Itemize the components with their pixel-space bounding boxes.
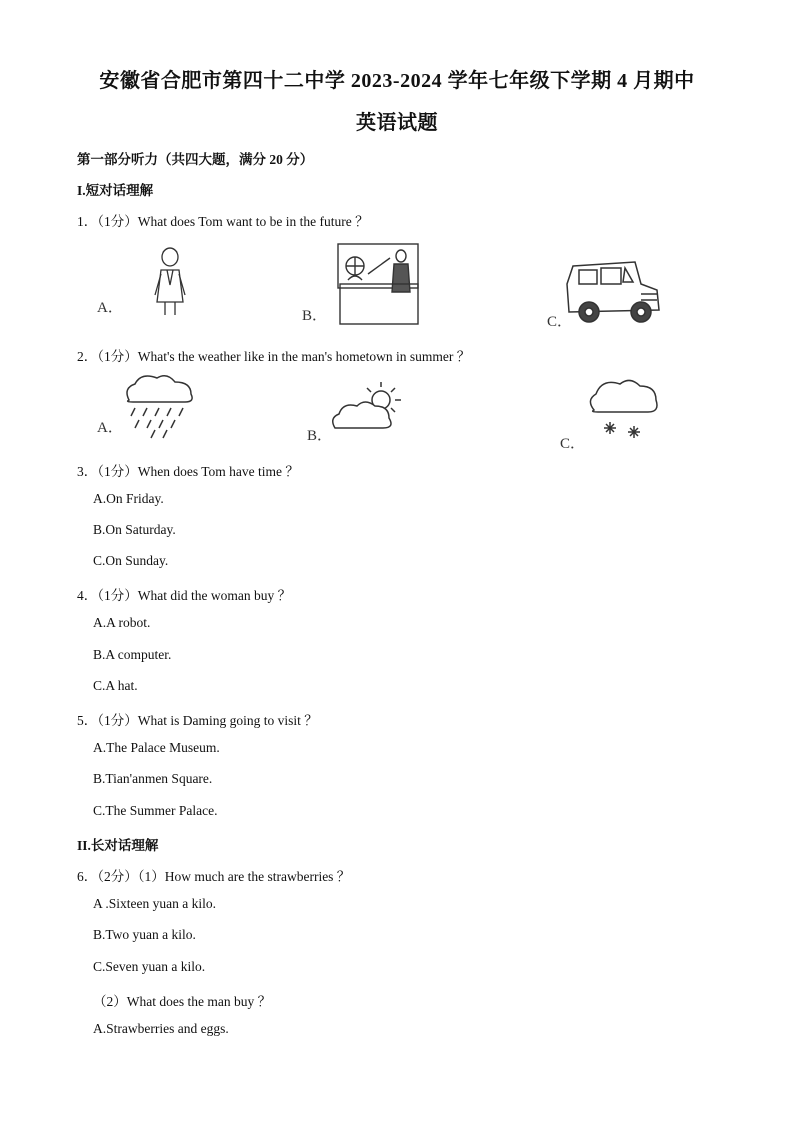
q6-1-option-a: A .Sixteen yuan a kilo. <box>93 896 216 911</box>
question-text: When does Tom have time ？ <box>137 464 299 479</box>
question-text: What is Daming going to visit ？ <box>137 713 318 728</box>
q1-option-c-picture <box>545 250 665 330</box>
exam-title-line2: 英语试题 <box>356 112 438 134</box>
q1-option-a-picture <box>95 240 205 320</box>
q4-option-c: C.A hat. <box>93 678 138 693</box>
question-score: （2分） <box>97 869 138 884</box>
question-text: What's the weather like in the man's hometown in summer ？ <box>137 349 471 364</box>
question-number: 3． <box>77 464 98 479</box>
question-3 <box>77 460 299 480</box>
question-5 <box>77 709 318 729</box>
q6-1-option-c: C.Seven yuan a kilo. <box>93 959 206 974</box>
q2-option-b-picture <box>305 378 415 448</box>
q5-option-c: C.The Summer Palace. <box>93 803 218 818</box>
question-text: What does Tom want to be in the future ？ <box>137 214 369 229</box>
q1-option-b-picture <box>300 240 430 330</box>
question-text: （1）How much are the strawberries ？ <box>137 869 351 884</box>
option-label: B． <box>302 308 328 324</box>
exam-title-line1: 安徽省合肥市第四十二中学 2023-2024 学年七年级下学期 4 月期中 <box>99 70 695 92</box>
q4-option-a: A.A robot. <box>93 615 151 630</box>
question-number: 1． <box>77 214 98 229</box>
question-4 <box>77 584 291 604</box>
question-score: （1分） <box>97 464 138 479</box>
question-1 <box>77 210 369 230</box>
question-score: （1分） <box>97 713 138 728</box>
q6-2-option-a: A.Strawberries and eggs. <box>93 1021 229 1036</box>
section1-heading: I.短对话理解 <box>77 183 154 198</box>
q3-option-c: C.On Sunday. <box>93 553 169 568</box>
question-score: （1分） <box>97 349 138 364</box>
question-score: （1分） <box>97 588 138 603</box>
question-6 <box>77 865 350 885</box>
question-2 <box>77 345 470 365</box>
question-number: 5． <box>77 713 98 728</box>
question-number: 2． <box>77 349 98 364</box>
question-number: 4． <box>77 588 98 603</box>
q3-option-b: B.On Saturday. <box>93 522 176 537</box>
option-label: C． <box>560 436 586 452</box>
q3-option-a: A.On Friday. <box>93 491 164 506</box>
option-label: B． <box>307 428 333 444</box>
section2-heading: II.长对话理解 <box>77 838 159 853</box>
question-score: （1分） <box>97 214 138 229</box>
option-label: A． <box>97 300 123 316</box>
q6-2-text: （2）What does the man buy ？ <box>93 994 272 1009</box>
question-number: 6． <box>77 869 98 884</box>
q2-option-a-picture <box>95 370 205 440</box>
question-text: What did the woman buy ？ <box>137 588 292 603</box>
q6-1-option-b: B.Two yuan a kilo. <box>93 927 196 942</box>
q5-option-a: A.The Palace Museum. <box>93 740 220 755</box>
q5-option-b: B.Tian'anmen Square. <box>93 771 213 786</box>
q2-option-c-picture <box>558 370 668 450</box>
part1-heading: 第一部分听力（共四大题，满分 20 分） <box>77 152 314 167</box>
q4-option-b: B.A computer. <box>93 647 172 662</box>
option-label: C． <box>547 314 573 330</box>
option-label: A． <box>97 420 123 436</box>
